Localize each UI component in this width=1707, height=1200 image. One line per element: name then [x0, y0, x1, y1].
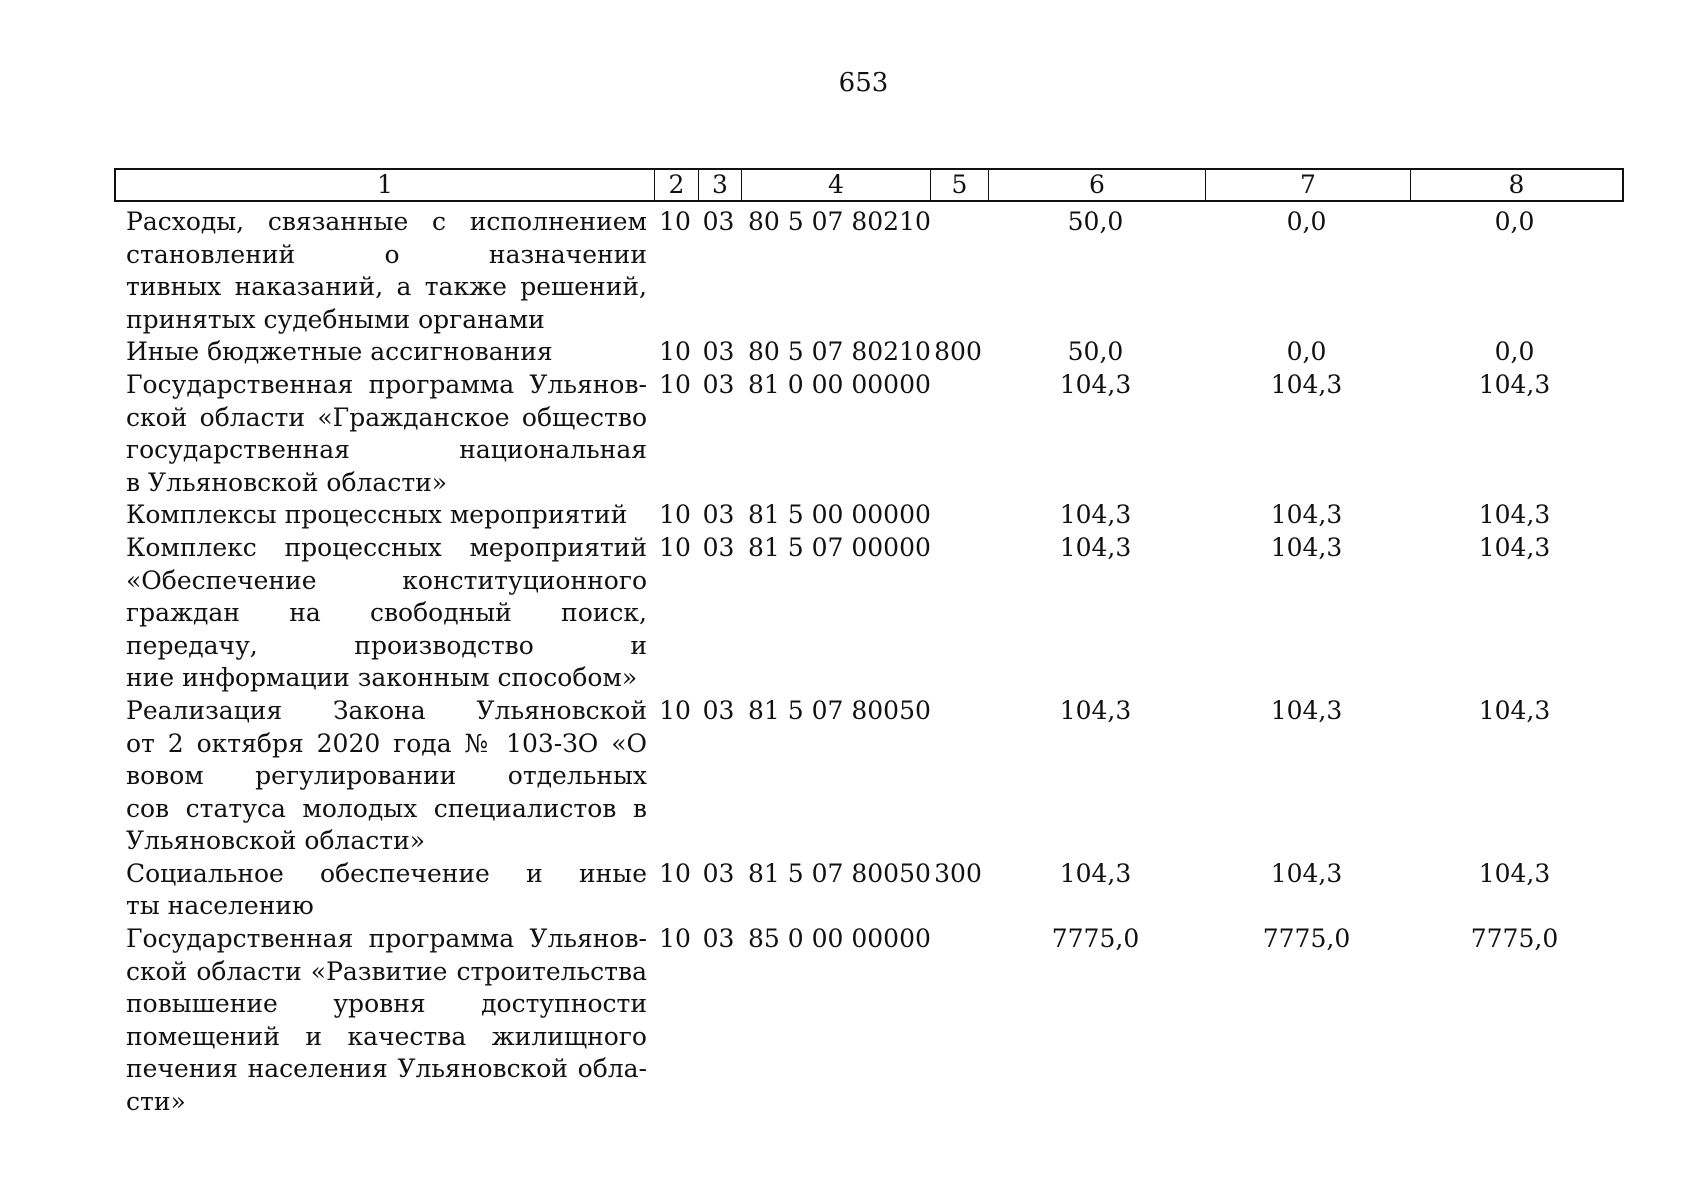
row-value-col-7: 0,0 — [1286, 207, 1327, 236]
row-name-line: ской области «Развитие строительства — [126, 956, 647, 986]
page-number: 653 — [838, 68, 889, 98]
row-section-code: 10 — [659, 500, 691, 530]
row-value-col-7: 104,3 — [1270, 500, 1343, 530]
row-value-col-7: 104,3 — [1270, 858, 1343, 888]
row-name-line: ской области «Гражданское общество — [126, 402, 647, 432]
table-body — [114, 206, 1624, 1119]
row-name — [114, 499, 653, 532]
row-value-col-7: 7775,0 — [1262, 924, 1351, 954]
row-name-line: принятых судебными органами — [126, 304, 545, 334]
row-subsection-code: 03 — [702, 207, 735, 236]
row-name — [114, 858, 653, 923]
row-subsection-code: 03 — [702, 858, 735, 888]
row-name — [114, 206, 653, 336]
row-section-code: 10 — [659, 858, 691, 888]
table-header — [114, 168, 1624, 202]
row-section-code: 10 — [659, 207, 691, 236]
row-section-code: 10 — [659, 924, 691, 954]
header-col-1: 1 — [116, 170, 655, 200]
row-target-article-code: 80 5 07 80210 — [748, 337, 931, 367]
row-name-line: Государственная программа Ульянов- — [126, 924, 647, 954]
row-name-line: Социальное обеспечение и иные — [126, 858, 647, 888]
row-subsection-code: 03 — [702, 695, 735, 725]
row-subsection-code: 03 — [702, 532, 735, 562]
row-name-line: от 2 октября 2020 года № 103-ЗО «О — [126, 728, 647, 758]
row-name-line: сов статуса молодых специалистов в — [126, 793, 647, 823]
row-value-col-7: 104,3 — [1270, 369, 1343, 399]
row-subsection-code: 03 — [702, 369, 735, 399]
row-target-article-code: 81 5 07 80050 — [748, 695, 931, 725]
row-value-col-8: 104,3 — [1478, 858, 1551, 888]
table-row — [114, 499, 1624, 532]
row-section-code: 10 — [659, 532, 691, 562]
row-name-line: Расходы, связанные с исполнением — [126, 207, 647, 236]
table-row — [114, 858, 1624, 923]
row-name-line: печения населения Ульяновской обла- — [126, 1054, 647, 1084]
table-row — [114, 923, 1624, 1119]
table-row — [114, 206, 1624, 336]
table-row — [114, 369, 1624, 499]
header-col-5: 5 — [931, 170, 989, 200]
row-name-line: государственная национальная — [126, 435, 647, 465]
row-section-code: 10 — [659, 337, 691, 367]
row-name — [114, 369, 653, 499]
row-name-line: становлений о назначении — [126, 239, 647, 269]
row-value-col-6: 50,0 — [1067, 207, 1124, 236]
row-value-col-7: 104,3 — [1270, 695, 1343, 725]
row-name-line: повышение уровня доступности — [126, 989, 647, 1019]
table-row — [114, 532, 1624, 695]
row-value-col-6: 104,3 — [1059, 369, 1132, 399]
header-col-2: 2 — [655, 170, 699, 200]
header-col-6: 6 — [989, 170, 1206, 200]
row-name — [114, 923, 653, 1119]
row-value-col-8: 104,3 — [1478, 500, 1551, 530]
row-value-col-6: 7775,0 — [1051, 924, 1140, 954]
row-name — [114, 336, 653, 369]
row-name-line: ты населению — [126, 891, 314, 921]
row-name — [114, 695, 653, 858]
header-col-8: 8 — [1508, 170, 1525, 199]
row-value-col-7: 104,3 — [1270, 532, 1343, 562]
row-target-article-code: 80 5 07 80210 — [748, 207, 931, 236]
row-value-col-6: 50,0 — [1067, 337, 1124, 367]
header-col-3: 3 — [699, 170, 742, 200]
row-target-article-code: 81 0 00 00000 — [748, 369, 931, 399]
row-value-col-7: 0,0 — [1286, 337, 1327, 367]
row-value-col-6: 104,3 — [1059, 532, 1132, 562]
row-name-line: Государственная программа Ульянов- — [126, 369, 647, 399]
row-name-line: ние информации законным способом» — [126, 663, 638, 693]
header-col-4: 4 — [742, 170, 931, 200]
row-name-line: Комплекс процессных мероприятий — [126, 532, 647, 562]
row-target-article-code: 81 5 07 00000 — [748, 532, 931, 562]
row-name-line: «Обеспечение конституционного — [126, 565, 647, 595]
row-value-col-6: 104,3 — [1059, 500, 1132, 530]
row-name-line: Комплексы процессных мероприятий — [126, 500, 628, 530]
table-row — [114, 695, 1624, 858]
row-name-line: в Ульяновской области» — [126, 467, 448, 497]
row-name-line: Реализация Закона Ульяновской — [126, 695, 647, 725]
row-name — [114, 532, 653, 695]
row-name-line: сти» — [126, 1087, 186, 1117]
row-name-line: граждан на свободный поиск, — [126, 598, 647, 628]
header-col-7: 7 — [1206, 170, 1411, 200]
row-name-line: Ульяновской области» — [126, 826, 426, 856]
row-name-line: тивных наказаний, а также решений, — [126, 272, 647, 302]
row-value-col-6: 104,3 — [1059, 858, 1132, 888]
row-target-article-code: 81 5 07 80050 — [748, 858, 931, 888]
row-value-col-6: 104,3 — [1059, 695, 1132, 725]
table-row — [114, 336, 1624, 369]
row-expense-type-code: 800 — [934, 337, 982, 367]
row-value-col-8: 104,3 — [1478, 532, 1551, 562]
row-name-line: вовом регулировании отдельных — [126, 761, 647, 791]
row-name-line: помещений и качества жилищного — [126, 1021, 647, 1051]
row-name-line: Иные бюджетные ассигнования — [126, 337, 553, 367]
row-subsection-code: 03 — [702, 337, 735, 367]
row-section-code: 10 — [659, 369, 691, 399]
row-expense-type-code: 300 — [934, 858, 982, 888]
row-value-col-8: 104,3 — [1478, 695, 1551, 725]
row-section-code: 10 — [659, 695, 691, 725]
row-target-article-code: 85 0 00 00000 — [748, 924, 931, 954]
row-subsection-code: 03 — [702, 500, 735, 530]
row-value-col-8: 0,0 — [1494, 337, 1535, 367]
row-value-col-8: 0,0 — [1494, 207, 1535, 236]
row-name-line: передачу, производство и — [126, 630, 647, 660]
row-target-article-code: 81 5 00 00000 — [748, 500, 931, 530]
row-value-col-8: 7775,0 — [1470, 924, 1559, 954]
row-value-col-8: 104,3 — [1478, 369, 1551, 399]
row-subsection-code: 03 — [702, 924, 735, 954]
